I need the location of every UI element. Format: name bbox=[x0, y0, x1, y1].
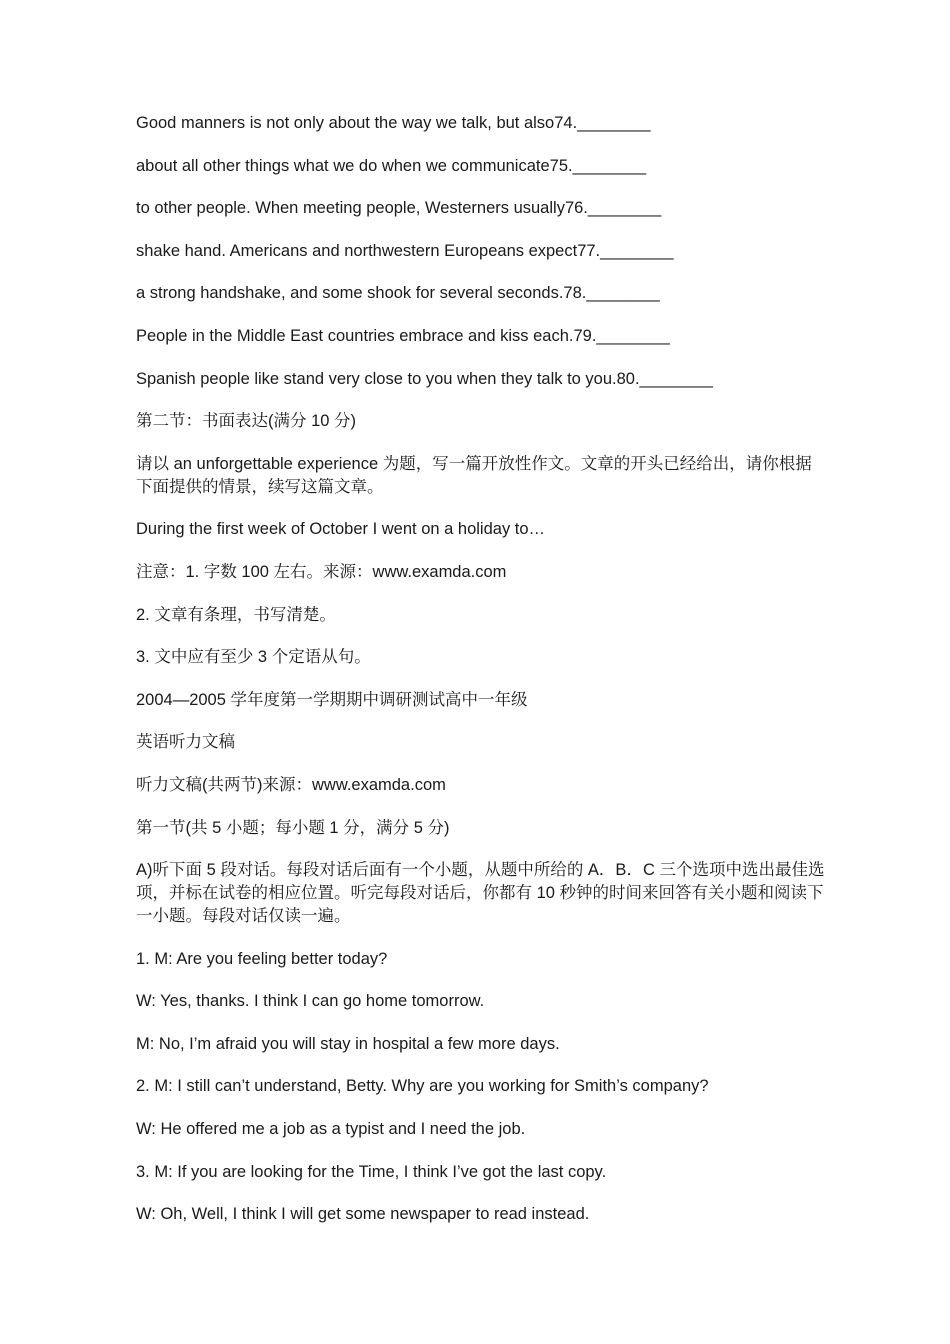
section-heading: 第二节：书面表达(满分 10 分) bbox=[136, 412, 357, 431]
dialogue-line: W: He offered me a job as a typist and I need the job. bbox=[136, 1120, 526, 1139]
text-line: shake hand. Americans and northwestern Europeans expect77.________ bbox=[136, 241, 674, 260]
exam-title: 2004—2005 学年度第一学期期中调研测试高中一年级 bbox=[136, 690, 528, 709]
text-line: about all other things what we do when we communicate75.________ bbox=[136, 156, 647, 175]
dialogue-line: 3. M: If you are looking for the Time, I think I’ve got the last copy. bbox=[136, 1162, 607, 1181]
document-page bbox=[136, 112, 826, 1246]
instructions-paragraph: A)听下面 5 段对话。每段对话后面有一个小题，从题中所给的 A．B．C 三个选项中选出最佳选项，并标在试卷的相应位置。听完每段对话后，你都有 10 秒钟的时间来回答有关小题和阅读下一小题。每段对话仅读一遍。 bbox=[136, 861, 825, 926]
section-heading: 英语听力文稿 bbox=[136, 733, 235, 752]
note-line: 3. 文中应有至少 3 个定语从句。 bbox=[136, 648, 371, 667]
dialogue-line: W: Oh, Well, I think I will get some newspaper to read instead. bbox=[136, 1205, 590, 1224]
text-line: During the first week of October I went on a holiday to… bbox=[136, 520, 546, 539]
text-line: People in the Middle East countries embrace and kiss each.79.________ bbox=[136, 326, 670, 345]
text-line: Good manners is not only about the way we talk, but also74.________ bbox=[136, 114, 651, 132]
note-line: 2. 文章有条理，书写清楚。 bbox=[136, 605, 336, 624]
section-heading: 第一节(共 5 小题；每小题 1 分，满分 5 分) bbox=[136, 818, 450, 837]
dialogue-line: 1. M: Are you feeling better today? bbox=[136, 949, 388, 968]
text-line: Spanish people like stand very close to you when they talk to you.80.________ bbox=[136, 369, 713, 388]
text-line: to other people. When meeting people, Westerners usually76.________ bbox=[136, 199, 662, 218]
section-heading: 听力文稿(共两节)来源：www.examda.com bbox=[136, 775, 446, 794]
dialogue-line: 2. M: I still can’t understand, Betty. Why are you working for Smith’s company? bbox=[136, 1077, 709, 1096]
writing-prompt: 请以 an unforgettable experience 为题，写一篇开放性作文。文章的开头已经给出，请你根据下面提供的情景，续写这篇文章。 bbox=[136, 454, 812, 496]
dialogue-line: W: Yes, thanks. I think I can go home tomorrow. bbox=[136, 992, 485, 1011]
note-line: 注意：1. 字数 100 左右。来源：www.examda.com bbox=[136, 562, 507, 581]
text-line: a strong handshake, and some shook for several seconds.78.________ bbox=[136, 284, 660, 303]
dialogue-line: M: No, I’m afraid you will stay in hospital a few more days. bbox=[136, 1034, 560, 1053]
